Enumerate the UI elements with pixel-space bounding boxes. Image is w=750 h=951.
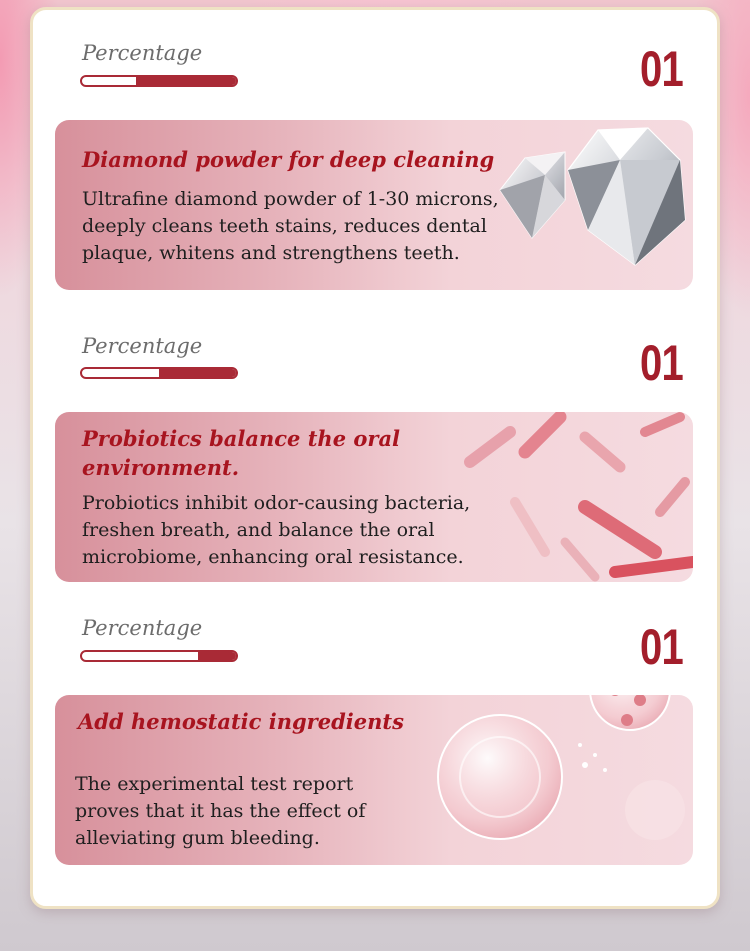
section-number: 01 — [640, 335, 683, 391]
progress-bar-fill — [136, 77, 236, 85]
feature-card — [55, 695, 693, 865]
card-body: Ultrafine diamond powder of 1-30 microns, deeply cleans teeth stains, reduces dental plaque, whitens and strengthens teeth. — [82, 188, 499, 264]
card-title: Diamond powder for deep cleaning — [82, 147, 495, 172]
section-number: 01 — [640, 619, 683, 675]
section-number: 01 — [640, 41, 683, 97]
progress-bar — [80, 367, 238, 379]
section-label: Percentage — [82, 334, 203, 358]
progress-bar — [80, 650, 238, 662]
bacteria-image — [445, 412, 693, 582]
section-label: Percentage — [82, 41, 203, 65]
card-title: Probiotics balance the oral environment. — [82, 426, 401, 480]
card-body: Probiotics inhibit odor-causing bacteria, freshen breath, and balance the oral microbiome, enhancing oral resistance. — [82, 492, 471, 568]
feature-card — [55, 412, 693, 582]
cell-bubble-image — [355, 695, 693, 865]
progress-bar-fill — [198, 652, 237, 660]
card-title: Add hemostatic ingredients — [78, 709, 404, 734]
section-label: Percentage — [82, 616, 203, 640]
feature-card — [55, 120, 693, 290]
progress-bar — [80, 75, 238, 87]
card-body: The experimental test report proves that it has the effect of alleviating gum bleeding. — [75, 773, 366, 849]
diamond-image — [470, 120, 693, 290]
progress-bar-fill — [159, 369, 236, 377]
